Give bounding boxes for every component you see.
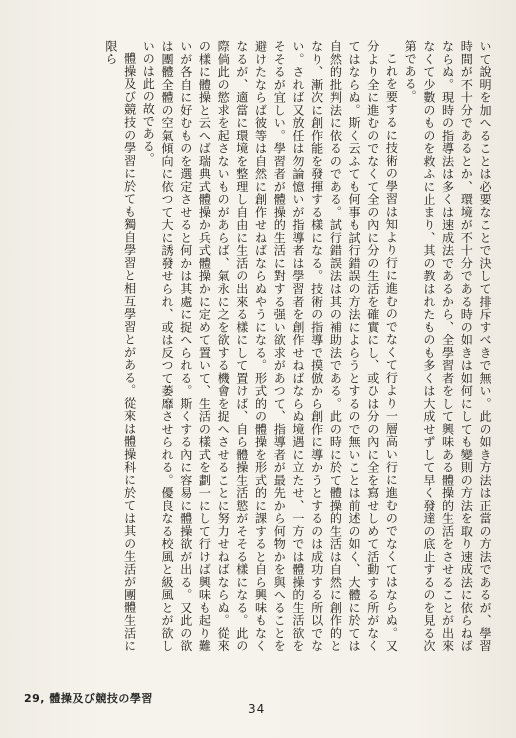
paragraph-2: これを要するに技術の學習は知より行に進むのでなくて行より一層高い行に進むのでなくてはならぬ。又分より全に進むのでなくて全の內に分の生活を確實にし、或ひは分の內に全を寫せしめて活動する所がなくてはならぬ。斯く云ふても何事も試行錯誤の方法によらうとするので無いことは前述の如く、大體に於ては自然的批判法に依るのである。試行錯誤法は其の補助法である。此の時に於て體操的生活は自然に創作的となり、漸次に創作能を發揮する樣になる。技術の指導で摸倣から創作に導かうとするのは成功する所以でない。されば又放任は勿論憶いが指導者は學習者を創作せねばならぬ境遇に立たせ、一方では體操的生活欲をそそるが宜しい。學習者が體操的生活に對する强い欲求があつて、指導者が最先から何物かを與へることを避けたならば彼等は自然に創作せねばならぬやうになる。形式的の體操を形式的に課すると自ら興味もなくなるが、適當に環境を整理し自由に生活の出來る樣にして置けば、自ら體操生活慾がそそる樣になる。此の際倘此の慾求を起さないものがあらば、氣永に之を欲する機會を捉へさせることに努力せねばならぬ。從來の樣に體操と云へば瑞典式體操か兵式體操かに定めて置いて、生活の樣式を劃一にして行けば興味も起り難いが各自に好むものを選定させると何かは其處に捉へられる。斯くする內に容易に體操欲が出る。又此の欲は團體全體の空氣傾向に依つて大に誘發せられ、或は反つて萎靡させられる。優良なる校風と級風とが欲しいのは此の故である。 <box>141 40 399 652</box>
paragraph-1: いて說明を加へることは必要なことで決して排斥すべきで無い。此の如き方法は正當の方法であるが、學習時間が不十分であるとか、環境が不十分である時の如きは如何にしても變則の方法を取り速成法に依らねばならぬ。現時の指導法は多くは速成法であるから、全學習者をして興味ある體操的生活をさせることが出來なくて少數のものを救ふに止まり、其の教はれたものも多くは大成せずして早く發達の底止するのを見る次第である。 <box>403 40 492 652</box>
page-number: 34 <box>248 702 266 716</box>
paragraph-3: 體操及び競技の學習に於ても獨自學習と相互學習とがある。從來は體操科に於ては其の生活が團體生活に限ら <box>103 40 137 652</box>
vertical-body-text <box>28 40 494 652</box>
running-head: 29, 體操及び競技の學習 <box>24 692 153 705</box>
